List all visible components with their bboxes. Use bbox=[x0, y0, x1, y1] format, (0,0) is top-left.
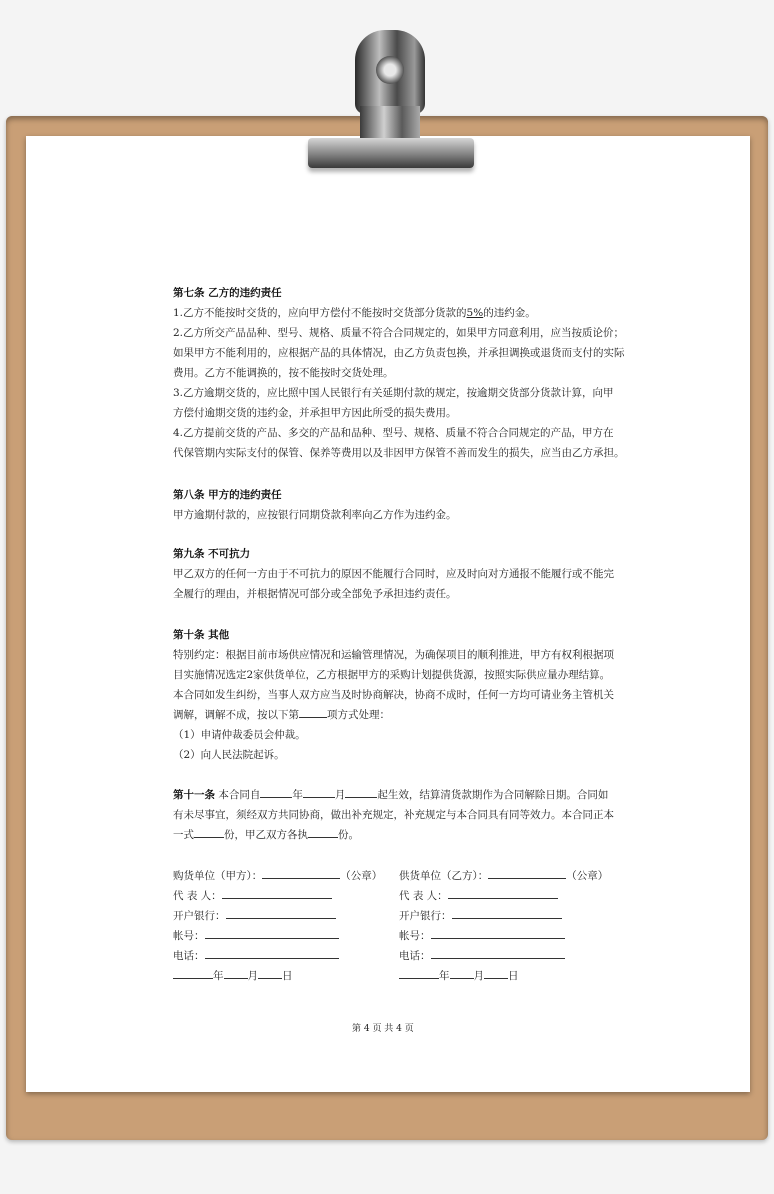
buyer-bank-field: 开户银行： bbox=[173, 908, 336, 923]
seller-phone-field: 电话： bbox=[399, 948, 565, 963]
section-11-line: 有未尽事宜，须经双方共同协商，做出补充规定，补充规定与本合同具有同等效力。本合同正本 bbox=[173, 809, 614, 821]
section-11-line: 第十一条 本合同自 年 月 起生效，结算清货款期作为合同解除日期。合同如 bbox=[173, 789, 609, 801]
section-8-line: 甲方逾期付款的，应按银行同期贷款利率向乙方作为违约金。 bbox=[173, 509, 457, 521]
section-11-title: 第十一条 bbox=[173, 789, 215, 801]
section-7-line: 方偿付逾期交货的违约金，并承担甲方因此所受的损失费用。 bbox=[173, 407, 457, 419]
section-10-line: 调解，调解不成，按以下第 项方式处理： bbox=[173, 709, 390, 721]
buyer-phone-field: 电话： bbox=[173, 948, 339, 963]
section-9-line: 甲乙双方的任何一方由于不可抗力的原因不能履行合同时，应及时向对方通报不能履行或不能完 bbox=[173, 568, 614, 580]
seller-rep-field: 代 表 人： bbox=[399, 888, 558, 903]
document-page bbox=[26, 136, 750, 1092]
seller-date-field: 年 月 日 bbox=[399, 968, 519, 983]
seller-unit-field: 供货单位（乙方）： （公章） bbox=[399, 870, 609, 882]
section-10-line: 本合同如发生纠纷，当事人双方应当及时协商解决，协商不成时，任何一方均可请业务主管机关 bbox=[173, 689, 614, 701]
buyer-rep-field: 代 表 人： bbox=[173, 888, 332, 903]
section-7-line: 代保管期内实际支付的保管、保养等费用以及非因甲方保管不善而发生的损失，应当由乙方承担。 bbox=[173, 447, 625, 459]
page-number: 第 4 页 共 4 页 bbox=[352, 1024, 414, 1034]
section-7-line: 2.乙方所交产品品种、型号、规格、质量不符合合同规定的，如果甲方同意利用，应当按质论价； bbox=[173, 327, 625, 339]
section-8-title: 第八条 甲方的违约责任 bbox=[173, 489, 282, 501]
section-9-line: 全履行的理由，并根据情况可部分或全部免予承担违约责任。 bbox=[173, 588, 457, 600]
section-7-line: 费用。乙方不能调换的，按不能按时交货处理。 bbox=[173, 367, 394, 379]
binder-clip bbox=[300, 26, 480, 176]
buyer-account-field: 帐号： bbox=[173, 928, 339, 943]
section-7-line: 3.乙方逾期交货的，应比照中国人民银行有关延期付款的规定，按逾期交货部分货款计算，向甲 bbox=[173, 387, 614, 399]
section-7-line: 4.乙方提前交货的产品、多交的产品和品种、型号、规格、质量不符合合同规定的产品，甲方在 bbox=[173, 427, 614, 439]
section-9-title: 第九条 不可抗力 bbox=[173, 548, 251, 560]
section-10-title: 第十条 其他 bbox=[173, 629, 230, 641]
section-7-line: 如果甲方不能利用的，应根据产品的具体情况，由乙方负责包换，并承担调换或退货而支付的实际 bbox=[173, 347, 625, 359]
section-7-title: 第七条 乙方的违约责任 bbox=[173, 287, 282, 299]
section-11-line: 一式 份，甲乙双方各执 份。 bbox=[173, 829, 359, 841]
section-10-line: （1）申请仲裁委员会仲裁。 bbox=[173, 729, 306, 741]
buyer-unit-field: 购货单位（甲方）： （公章） bbox=[173, 870, 383, 882]
section-7-line: 1.乙方不能按时交货的，应向甲方偿付不能按时交货部分货款的5%的违约金。 bbox=[173, 307, 536, 319]
seller-account-field: 帐号： bbox=[399, 928, 565, 943]
seller-bank-field: 开户银行： bbox=[399, 908, 562, 923]
section-10-line: 目实施情况选定2家供货单位，乙方根据甲方的采购计划提供货源，按照实际供应量办理结算。 bbox=[173, 669, 611, 681]
buyer-date-field: 年 月 日 bbox=[173, 968, 293, 983]
section-10-line: 特别约定：根据目前市场供应情况和运输管理情况，为确保项目的顺利推进，甲方有权利根据项 bbox=[173, 649, 614, 661]
section-10-line: （2）向人民法院起诉。 bbox=[173, 749, 285, 761]
